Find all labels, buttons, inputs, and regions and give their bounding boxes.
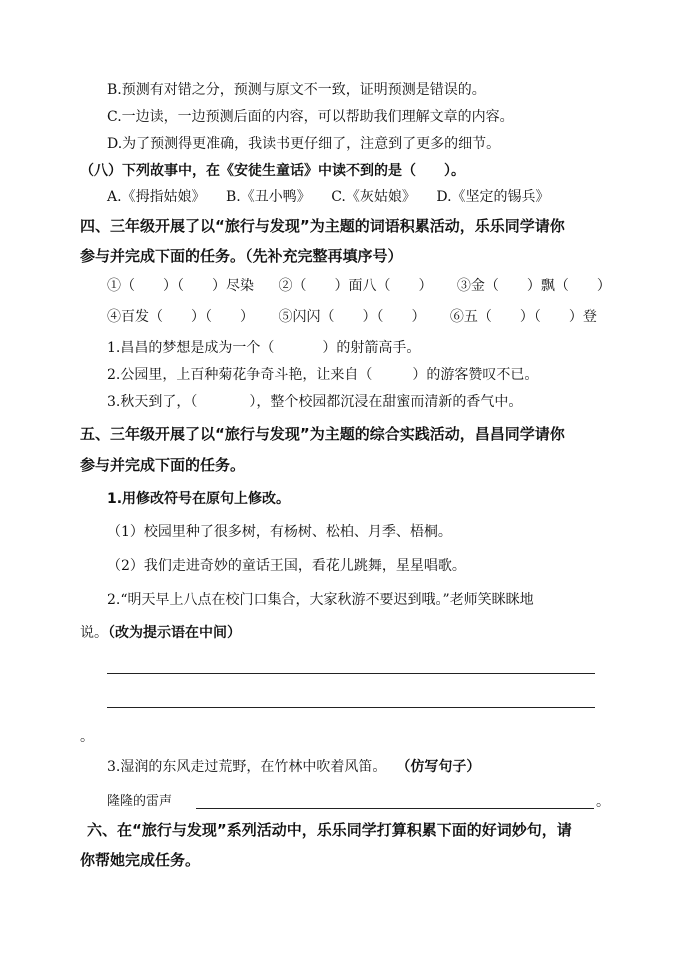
section4-heading-line2: 参与并完成下面的任务。（先补充完整再填序号） [80,247,403,265]
section6-heading-line1: 六、在“旅行与发现”系列活动中，乐乐同学打算积累下面的好词妙句，请 [87,821,572,839]
task1-item-1: （1）校园里种了很多树，有杨树、松柏、月季、梧桐。 [107,524,452,540]
task2-instruction: （改为提示语在中间） [108,625,241,641]
section4-heading-line1: 四、三年级开展了以“旅行与发现”为主题的词语积累活动，乐乐同学请你 [80,217,565,235]
q7-option-b: B.预测有对错之分，预测与原文不一致，证明预测是错误的。 [107,82,486,98]
task2-line1: 2.“明天早上八点在校门口集合，大家秋游不要迟到哦。”老师笑眯眯地 [107,592,534,608]
sentence-2-end: ）的游客赞叹不已。 [412,367,539,383]
idiom-2: ②（ ）面八（ ） [278,278,433,294]
q7-option-c: C.一边读，一边预测后面的内容，可以帮助我们理解文章的内容。 [107,109,514,125]
q8-option-c: C.《灰姑娘》 [331,189,416,205]
sentence-1-end: ）的射箭高手。 [322,340,421,356]
answer-line-2[interactable] [107,707,595,708]
section5-heading-line1: 五、三年级开展了以“旅行与发现”为主题的综合实践活动，昌昌同学请你 [80,425,565,443]
idiom-1: ①（ ）（ ）尽染 [107,278,254,294]
q8-option-b: B.《丑小鸭》 [226,189,311,205]
task3-instruction: （仿写句子） [396,759,481,775]
q8-stem: （八）下列故事中，在《安徒生童话》中读不到的是（ ）。 [80,163,465,179]
idiom-6: ⑥五（ ）（ ）登 [449,309,597,325]
task1-item-2: （2）我们走进奇妙的童话王国，看花儿跳舞，星星唱歌。 [107,558,466,574]
idiom-4: ④百发（ ）（ ） [107,309,254,325]
task3-line [107,757,480,777]
answer-line-1[interactable] [107,673,595,674]
answer-end-mark: 。 [80,729,94,745]
q8-option-a: A.《拇指姑娘》 [107,189,206,205]
section5-heading-line2: 参与并完成下面的任务。 [80,456,246,474]
q8-option-d: D.《坚定的锡兵》 [436,189,550,205]
q8-options [107,187,550,207]
fill-sentence-2 [107,365,538,385]
q7-option-d: D.为了预测得更准确，我读书更仔细了，注意到了更多的细节。 [107,136,501,152]
idiom-row-2 [107,307,597,327]
sentence-3-end: ），整个校园都沉浸在甜蜜而清新的香气中。 [249,394,523,410]
fill-sentence-3 [107,392,522,412]
idiom-row-1 [107,276,611,296]
fill-sentence-1 [107,338,420,358]
task3-text: 3.湿润的东风走过荒野，在竹林中吹着风笛。 [107,759,387,775]
task2-text: 说。 [80,625,108,641]
task3-end-mark: 。 [596,794,610,810]
task3-answer-line[interactable] [196,808,594,809]
sentence-3-start: 3.秋天到了，（ [107,394,198,410]
idiom-5: ⑤闪闪（ ）（ ） [278,309,426,325]
idiom-3: ③金（ ）飘（ ） [456,278,611,294]
sentence-2-start: 2.公园里，上百种菊花争奇斗艳，让来自（ [107,367,373,383]
section6-heading-line2: 你帮她完成任务。 [80,851,201,869]
sentence-1-start: 1.昌昌的梦想是成为一个（ [107,340,275,356]
task2-line2 [80,623,241,643]
task1-title: 1.用修改符号在原句上修改。 [107,491,291,507]
task3-prompt: 隆隆的雷声 [107,794,173,809]
